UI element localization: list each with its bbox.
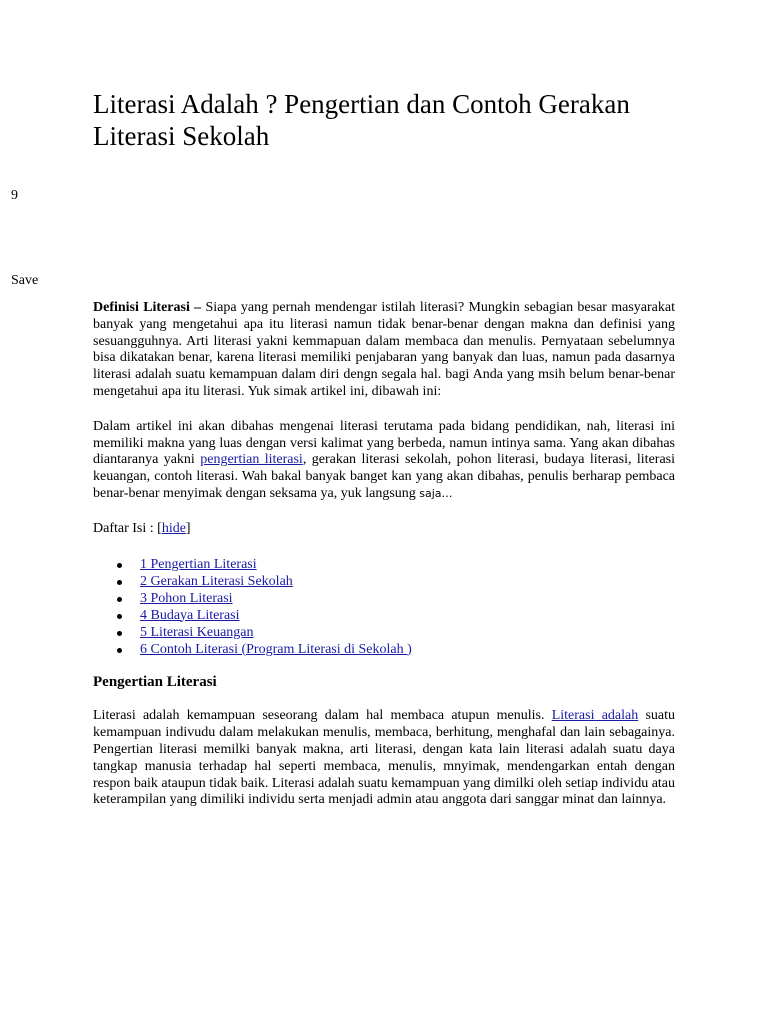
definition-paragraph [93, 708, 675, 809]
definition-text-after: suatu kemampuan indivudu dalam melakukan menulis, membaca, berhitung, menghafal dan lain sebagainya. Pengertian literasi memilki banyak makna, arti literasi, dengan kata lain literasi adalah suatu daya tangkap manusia terhadap hal seperti membaca, menulis, mnyimak, mendengarkan entah dengan respon baik ataupun tidak baik. Literasi adalah suatu kemampuan yang dimilki oleh setiap individu atau keterampilan yang dimiliki individu serta menjadi admin atau anggota dari sanggar minat dan lainnya. [93, 708, 676, 808]
page-title: Literasi Adalah ? Pengertian dan Contoh Gerakan Literasi Sekolah [93, 89, 630, 151]
toc-item [93, 590, 675, 607]
read-more-text: saja… [419, 486, 453, 500]
toc-hide-link[interactable]: hide [161, 520, 186, 536]
overview-text-after: , gerakan literasi sekolah, pohon literasi, budaya literasi, literasi keuangan, contoh literasi. Wah bakal banyak banget kan yang akan dibahas, penulis berharap pembaca benar-benar menyimak dengan seksama ya, yuk langsung [93, 452, 675, 501]
toc-item [93, 624, 675, 641]
intro-text: Siapa yang pernah mendengar istilah literasi? Mungkin sebagian besar masyarakat banyak yang mengetahui apa itu literasi namun tidak benar-benar dengan makna dan definisi yang sesuangguhnya. Arti literasi yakni kemmapuan dalam membaca dan menulis. Pernyataan sebelumnya bisa dikatakan benar, karena literasi memiliki penjabaran yang banyak dan luas, namun pada dasarnya literasi adalah suatu kemampuan dalam diri dengn segala hal. bagi Anda yang msih belum benar-benar mengetahui apa itu literasi. Yuk simak artikel ini, dibawah ini: [93, 300, 676, 399]
definition-text-before: Literasi adalah kemampuan seseorang dalam hal membaca atupun menulis. [93, 708, 552, 724]
toc-link-1[interactable]: 1 Pengertian Literasi [140, 556, 257, 572]
overview-text-before: Dalam artikel ini akan dibahas mengenai literasi terutama pada bidang pendidikan, nah, literasi ini memiliki makna yang luas dengan versi kalimat yang berbeda, namun intinya sama. Yang akan dibahas diantaranya yakni [93, 418, 675, 468]
like-count: 9 [11, 188, 18, 203]
toc-link-5[interactable]: 5 Literasi Keuangan [140, 624, 254, 640]
toc-close-bracket: ] [185, 520, 191, 536]
toc-link-6[interactable]: 6 Contoh Literasi (Program Literasi di Sekolah ) [140, 641, 412, 657]
section-heading: Pengertian Literasi [93, 673, 217, 690]
intro-label: Definisi Literasi – [93, 300, 202, 315]
toc-link-2[interactable]: 2 Gerakan Literasi Sekolah [140, 573, 293, 589]
literasi-adalah-link[interactable]: Literasi adalah [551, 708, 639, 724]
toc-link-4[interactable]: 4 Budaya Literasi [140, 607, 240, 623]
intro-paragraph [93, 300, 675, 401]
toc-item [93, 573, 675, 590]
toc-label: Daftar Isi : [ [93, 520, 162, 536]
bullet-icon [117, 648, 122, 653]
toc-item [93, 641, 675, 658]
bullet-icon [117, 563, 122, 568]
bullet-icon [117, 580, 122, 585]
bullet-icon [117, 614, 122, 619]
pengertian-literasi-link[interactable]: pengertian literasi [200, 452, 303, 468]
overview-paragraph [93, 419, 675, 503]
save-button[interactable]: Save [11, 273, 39, 288]
table-of-contents [93, 556, 675, 658]
article-body [93, 300, 675, 827]
bullet-icon [117, 597, 122, 602]
toc-item [93, 556, 675, 573]
toc-item [93, 607, 675, 624]
toc-link-3[interactable]: 3 Pohon Literasi [140, 590, 233, 606]
toc-header [93, 521, 675, 538]
bullet-icon [117, 631, 122, 636]
